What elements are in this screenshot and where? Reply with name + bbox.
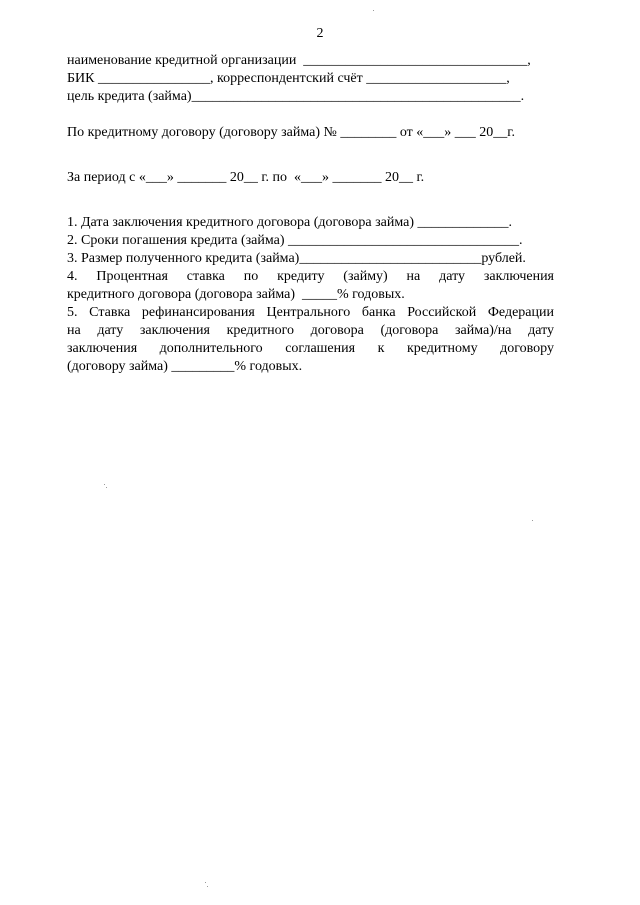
item-3-loan-amount: 3. Размер полученного кредита (займа)__________________________рублей. xyxy=(67,251,526,266)
period-line: За период с «___» _______ 20__ г. по «___» _______ 20__ г. xyxy=(67,170,425,185)
item-1-conclusion-date: 1. Дата заключения кредитного договора (договора займа) _____________. xyxy=(67,215,513,230)
bik-correspondent-account-field: БИК ________________, корреспондентский счёт ____________________, xyxy=(67,71,510,86)
scan-speck xyxy=(205,882,206,883)
item-5-refinancing-rate-line-2: на дату заключения кредитного договора (договора займа)/на дату xyxy=(67,323,554,338)
scan-speck xyxy=(207,886,208,887)
credit-organization-field: наименование кредитной организации ________________________________, xyxy=(67,53,531,68)
item-4-interest-rate-line-2: кредитного договора (договора займа) _____% годовых. xyxy=(67,287,405,302)
scan-speck xyxy=(104,484,105,485)
item-5-refinancing-rate-line-1: 5. Ставка рефинансирования Центрального банка Российской Федерации xyxy=(67,305,554,320)
item-2-repayment-terms: 2. Сроки погашения кредита (займа) _________________________________. xyxy=(67,233,523,248)
item-4-interest-rate-line-1: 4. Процентная ставка по кредиту (займу) на дату заключения xyxy=(67,269,554,284)
item-5-refinancing-rate-line-4: (договору займа) _________% годовых. xyxy=(67,359,303,374)
item-5-refinancing-rate-line-3: заключения дополнительного соглашения к кредитному договору xyxy=(67,341,554,356)
scan-speck xyxy=(106,487,107,488)
scan-speck xyxy=(532,520,533,521)
agreement-number-line: По кредитному договору (договору займа) № ________ от «___» ___ 20__г. xyxy=(67,125,515,140)
page-number: 2 xyxy=(316,26,324,41)
scan-speck xyxy=(373,10,374,11)
loan-purpose-field: цель кредита (займа)_______________________________________________. xyxy=(67,89,525,104)
